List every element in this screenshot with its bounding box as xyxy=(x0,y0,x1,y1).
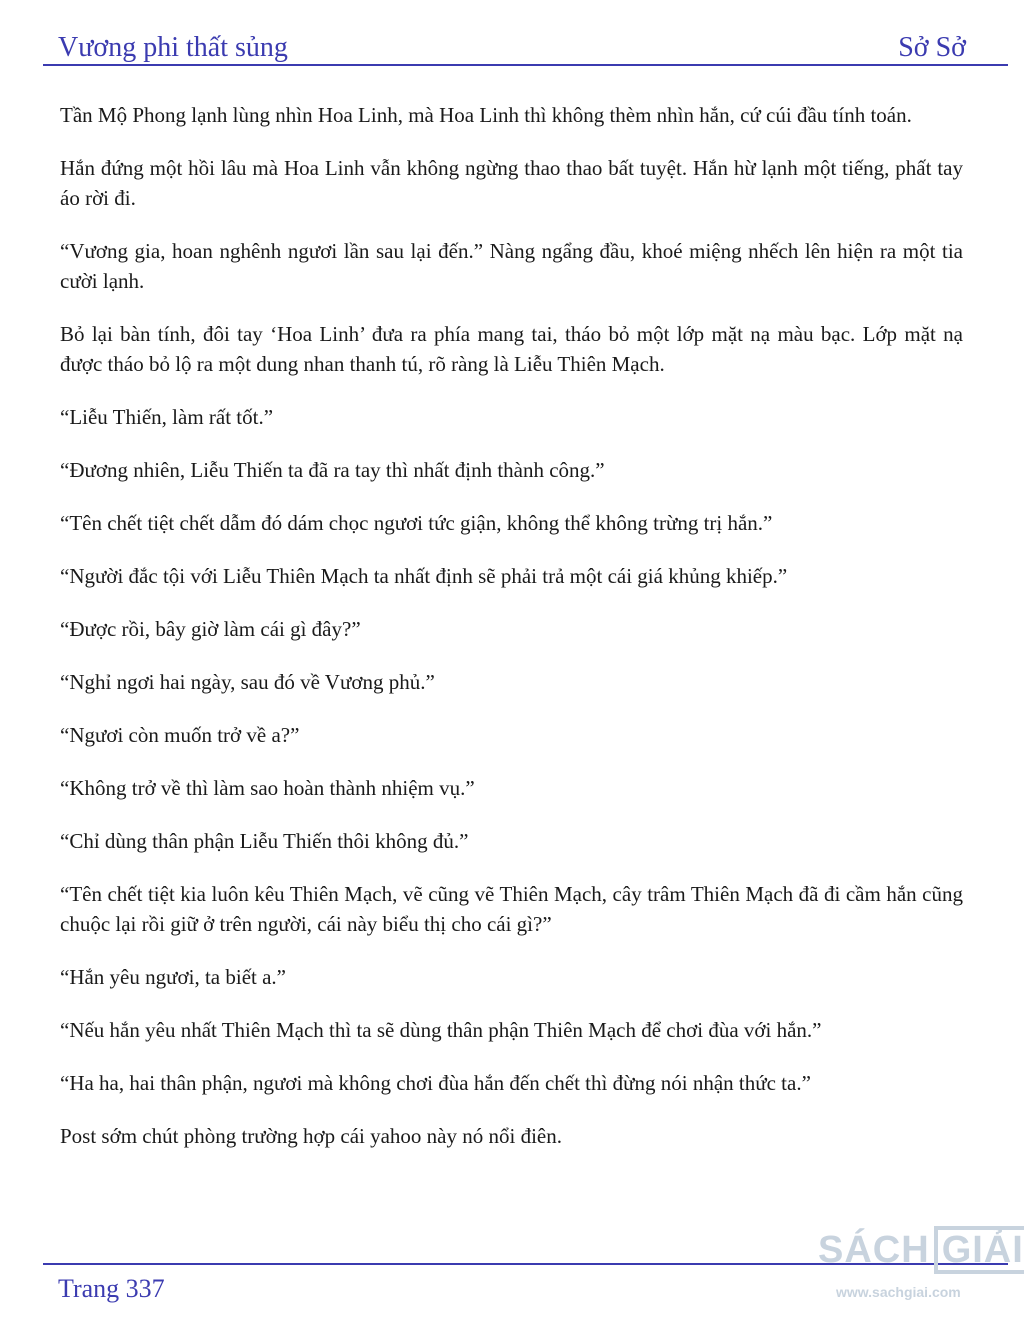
page-header xyxy=(58,24,966,64)
page-number: Trang 337 xyxy=(58,1274,165,1303)
paragraph: “Người đắc tội với Liễu Thiên Mạch ta nhất định sẽ phải trả một cái giá khủng khiếp.” xyxy=(60,564,788,588)
author-name: Sở Sở xyxy=(898,32,966,63)
book-title: Vương phi thất sủng xyxy=(58,32,288,63)
paragraph: Post sớm chút phòng trường hợp cái yahoo này nó nổi điên. xyxy=(60,1124,562,1148)
watermark-url: www.sachgiai.com xyxy=(836,1284,961,1300)
paragraph: “Không trở về thì làm sao hoàn thành nhiệm vụ.” xyxy=(60,776,475,800)
paragraph: “Tên chết tiệt chết dẫm đó dám chọc ngươi tức giận, không thể không trừng trị hắn.” xyxy=(60,511,773,535)
paragraph: “Liễu Thiến, làm rất tốt.” xyxy=(60,405,274,429)
paragraph: “Ngươi còn muốn trở về a?” xyxy=(60,723,300,747)
paragraph: “Nếu hắn yêu nhất Thiên Mạch thì ta sẽ dùng thân phận Thiên Mạch để chơi đùa với hắn.” xyxy=(60,1018,822,1042)
paragraph: “Vương gia, hoan nghênh ngươi lần sau lại đến.” Nàng ngẩng đầu, khoé miệng nhếch lên hiện ra một tia cười lạnh. xyxy=(60,239,963,293)
paragraph: “Ha ha, hai thân phận, ngươi mà không chơi đùa hắn đến chết thì đừng nói nhận thức ta.” xyxy=(60,1071,811,1095)
paragraph: “Chỉ dùng thân phận Liễu Thiến thôi không đủ.” xyxy=(60,829,469,853)
paragraph: “Hắn yêu ngươi, ta biết a.” xyxy=(60,965,286,989)
watermark-logo-left: SÁCH xyxy=(818,1228,930,1271)
chapter-body xyxy=(60,100,963,1174)
paragraph: “Đương nhiên, Liễu Thiến ta đã ra tay thì nhất định thành công.” xyxy=(60,458,605,482)
paragraph: Bỏ lại bàn tính, đôi tay ‘Hoa Linh’ đưa ra phía mang tai, tháo bỏ một lớp mặt nạ màu bạc. Lớp mặt nạ được tháo bỏ lộ ra một dung nhan thanh tú, rõ ràng là Liễu Thiên Mạch. xyxy=(60,322,963,376)
watermark-logo xyxy=(818,1226,1024,1274)
paragraph: “Nghỉ ngơi hai ngày, sau đó về Vương phủ.” xyxy=(60,670,435,694)
paragraph: Hắn đứng một hồi lâu mà Hoa Linh vẫn không ngừng thao thao bất tuyệt. Hắn hừ lạnh một tiếng, phất tay áo rời đi. xyxy=(60,156,963,210)
watermark xyxy=(818,1226,1024,1321)
paragraph: Tần Mộ Phong lạnh lùng nhìn Hoa Linh, mà Hoa Linh thì không thèm nhìn hắn, cứ cúi đầu tính toán. xyxy=(60,103,912,127)
paragraph: “Tên chết tiệt kia luôn kêu Thiên Mạch, vẽ cũng vẽ Thiên Mạch, cây trâm Thiên Mạch đã đi cầm hắn cũng chuộc lại rồi giữ ở trên người, cái này biểu thị cho cái gì?” xyxy=(60,882,963,936)
paragraph: “Được rồi, bây giờ làm cái gì đây?” xyxy=(60,617,361,641)
watermark-logo-box: GIẢI xyxy=(934,1226,1024,1274)
header-divider xyxy=(43,64,1008,66)
